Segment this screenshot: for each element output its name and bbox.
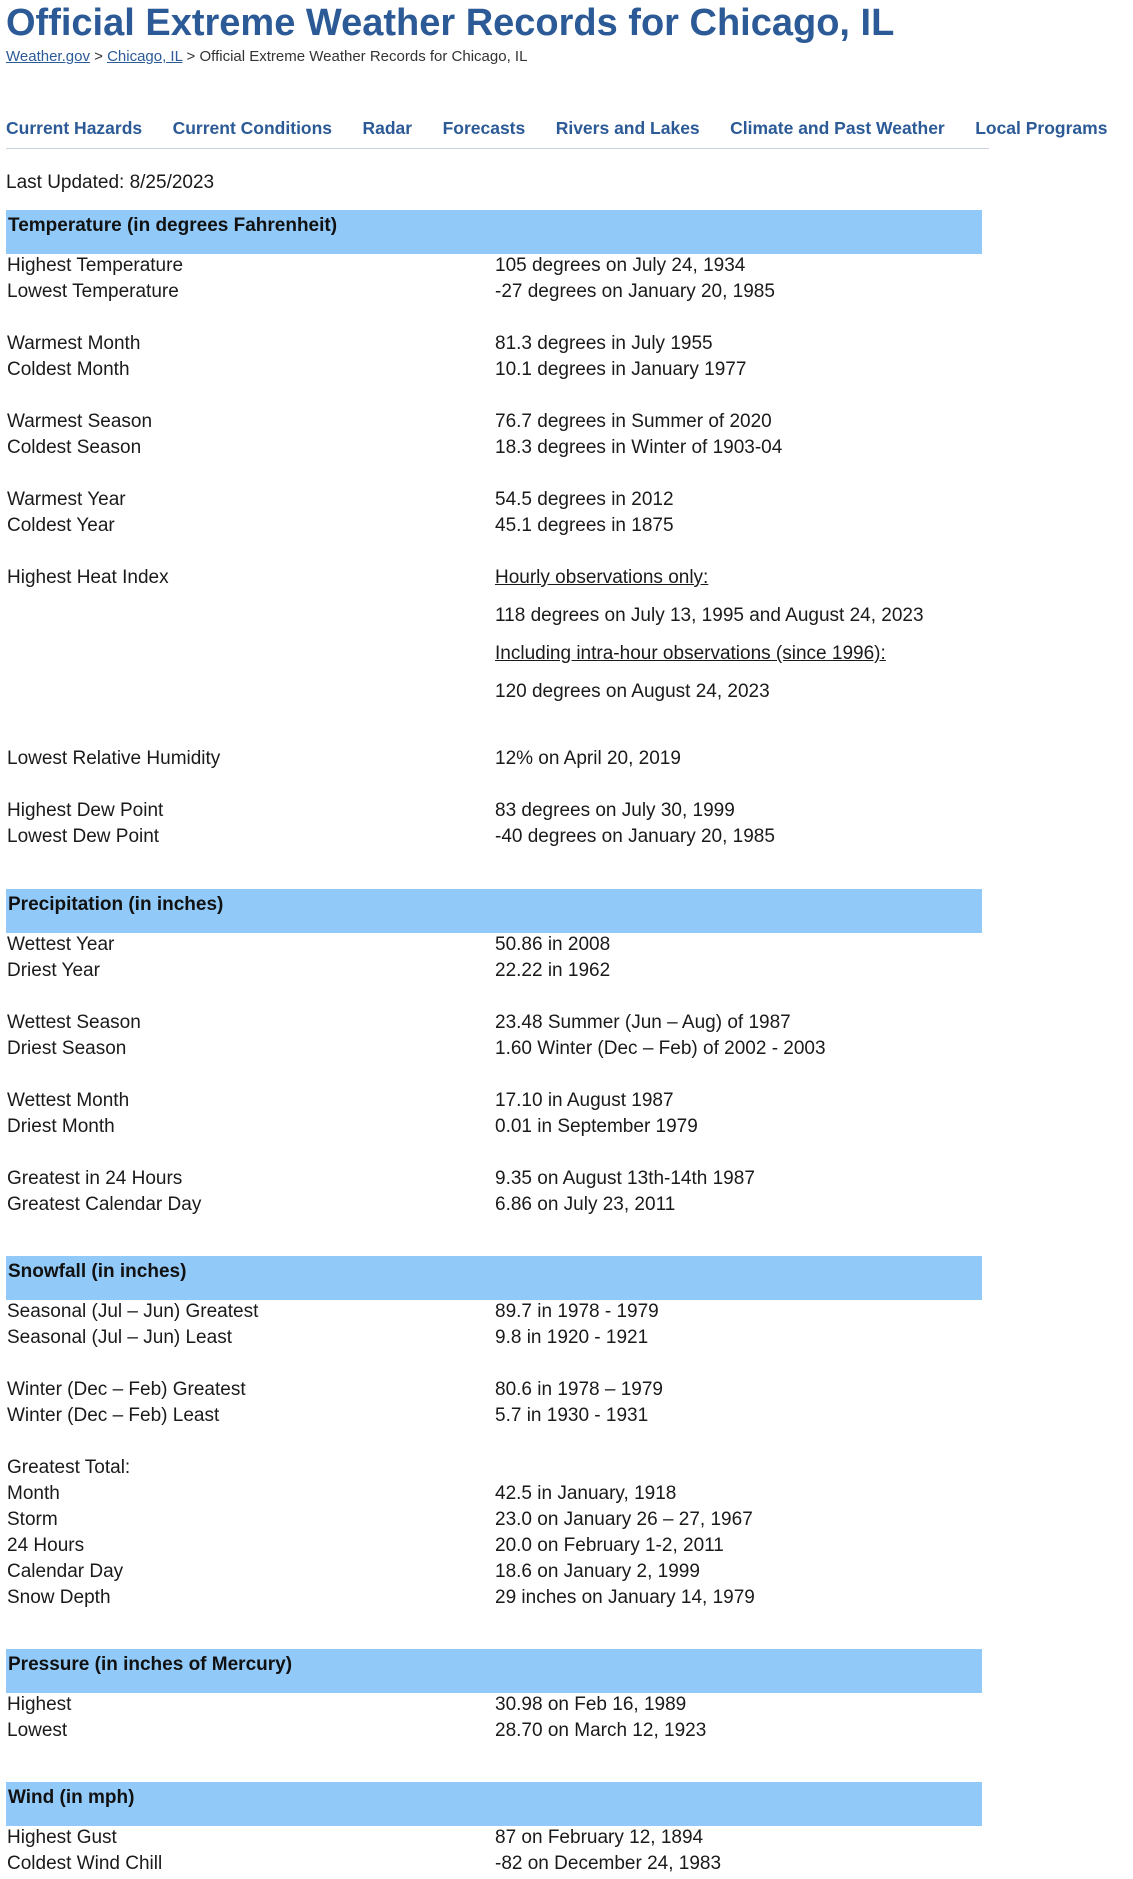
record-label: Lowest Temperature xyxy=(7,281,179,302)
record-label: Seasonal (Jul – Jun) Least xyxy=(7,1327,232,1348)
record-value: 9.35 on August 13th-14th 1987 xyxy=(495,1168,755,1189)
record-label: Highest Heat Index xyxy=(7,567,169,588)
record-value: 9.8 in 1920 - 1921 xyxy=(495,1327,649,1348)
nav-radar[interactable]: Radar xyxy=(362,118,413,138)
record-label: Driest Year xyxy=(7,960,100,981)
nav-climate-and-past-weather[interactable]: Climate and Past Weather xyxy=(730,118,945,138)
heat-index-hourly-value: 118 degrees on July 13, 1995 and August 24, 2023 xyxy=(495,605,924,626)
record-label: Highest Gust xyxy=(7,1827,117,1848)
section-header-pressure: Pressure (in inches of Mercury) xyxy=(6,1649,982,1693)
record-label: Greatest Calendar Day xyxy=(7,1194,202,1215)
record-label: 24 Hours xyxy=(7,1535,85,1556)
record-value: -82 on December 24, 1983 xyxy=(495,1853,722,1874)
record-value: 0.01 in September 1979 xyxy=(495,1116,698,1137)
record-value: 17.10 in August 1987 xyxy=(495,1090,674,1111)
nav-current-hazards[interactable]: Current Hazards xyxy=(6,118,143,138)
record-label: Driest Season xyxy=(7,1038,127,1059)
last-updated: Last Updated: 8/25/2023 xyxy=(6,172,215,193)
record-value: 80.6 in 1978 – 1979 xyxy=(495,1379,663,1400)
record-label: Wettest Month xyxy=(7,1090,130,1111)
breadcrumb-link-chicago[interactable]: Chicago, IL xyxy=(107,48,183,65)
record-label: Coldest Wind Chill xyxy=(7,1853,163,1874)
record-value: 18.6 on January 2, 1999 xyxy=(495,1561,700,1582)
section-header-snowfall: Snowfall (in inches) xyxy=(6,1256,982,1300)
breadcrumb-separator: > xyxy=(89,48,108,65)
record-value: 23.0 on January 26 – 27, 1967 xyxy=(495,1509,753,1530)
record-value: 1.60 Winter (Dec – Feb) of 2002 - 2003 xyxy=(495,1038,826,1059)
record-label: Lowest Dew Point xyxy=(7,826,160,847)
record-value: 10.1 degrees in January 1977 xyxy=(495,359,747,380)
record-label: Coldest Season xyxy=(7,437,142,458)
record-label: Coldest Year xyxy=(7,515,115,536)
section-header-temperature: Temperature (in degrees Fahrenheit) xyxy=(6,210,982,254)
record-label: Highest Dew Point xyxy=(7,800,164,821)
nav-rivers-and-lakes[interactable]: Rivers and Lakes xyxy=(555,118,700,138)
record-label: Storm xyxy=(7,1509,58,1530)
record-value: 81.3 degrees in July 1955 xyxy=(495,333,713,354)
record-value: 22.22 in 1962 xyxy=(495,960,611,981)
nav-local-programs[interactable]: Local Programs xyxy=(975,118,1108,138)
record-label: Winter (Dec – Feb) Least xyxy=(7,1405,220,1426)
record-label: Greatest in 24 Hours xyxy=(7,1168,183,1189)
main-nav xyxy=(6,118,1108,149)
breadcrumb-current: Official Extreme Weather Records for Chicago, IL xyxy=(199,48,528,65)
record-value: 45.1 degrees in 1875 xyxy=(495,515,674,536)
section-header-precipitation: Precipitation (in inches) xyxy=(6,889,982,933)
record-label: Driest Month xyxy=(7,1116,115,1137)
nav-forecasts[interactable]: Forecasts xyxy=(442,118,526,138)
record-label: Snow Depth xyxy=(7,1587,111,1608)
nav-current-conditions[interactable]: Current Conditions xyxy=(172,118,333,138)
record-value: -40 degrees on January 20, 1985 xyxy=(495,826,775,847)
record-value: 18.3 degrees in Winter of 1903-04 xyxy=(495,437,783,458)
record-value: 76.7 degrees in Summer of 2020 xyxy=(495,411,772,432)
record-value: 50.86 in 2008 xyxy=(495,934,611,955)
record-value: 23.48 Summer (Jun – Aug) of 1987 xyxy=(495,1012,791,1033)
page-title: Official Extreme Weather Records for Chicago, IL xyxy=(6,2,895,44)
section-header-wind: Wind (in mph) xyxy=(6,1782,982,1826)
record-value: 30.98 on Feb 16, 1989 xyxy=(495,1694,687,1715)
record-value: 87 on February 12, 1894 xyxy=(495,1827,704,1848)
record-label: Highest xyxy=(7,1694,72,1715)
record-value: 6.86 on July 23, 2011 xyxy=(495,1194,676,1215)
record-value: 105 degrees on July 24, 1934 xyxy=(495,255,746,276)
record-value: -27 degrees on January 20, 1985 xyxy=(495,281,775,302)
record-label: Warmest Year xyxy=(7,489,126,510)
heat-index-intra-heading: Including intra-hour observations (since 1996): xyxy=(495,643,886,664)
record-label: Seasonal (Jul – Jun) Greatest xyxy=(7,1301,259,1322)
record-value: 20.0 on February 1-2, 2011 xyxy=(495,1535,724,1556)
record-label: Coldest Month xyxy=(7,359,130,380)
greatest-total-label: Greatest Total: xyxy=(7,1457,131,1478)
record-label: Wettest Season xyxy=(7,1012,141,1033)
record-label: Lowest Relative Humidity xyxy=(7,748,221,769)
record-value: 29 inches on January 14, 1979 xyxy=(495,1587,755,1608)
breadcrumb-link-weather-gov[interactable]: Weather.gov xyxy=(6,48,90,65)
heat-index-intra-value: 120 degrees on August 24, 2023 xyxy=(495,681,770,702)
record-label: Warmest Month xyxy=(7,333,141,354)
record-value: 5.7 in 1930 - 1931 xyxy=(495,1405,649,1426)
record-label: Highest Temperature xyxy=(7,255,184,276)
record-value: 12% on April 20, 2019 xyxy=(495,748,681,769)
record-value: 89.7 in 1978 - 1979 xyxy=(495,1301,659,1322)
record-value: 83 degrees on July 30, 1999 xyxy=(495,800,735,821)
record-label: Winter (Dec – Feb) Greatest xyxy=(7,1379,246,1400)
record-value: 42.5 in January, 1918 xyxy=(495,1483,677,1504)
record-label: Wettest Year xyxy=(7,934,115,955)
record-label: Calendar Day xyxy=(7,1561,124,1582)
record-value: 54.5 degrees in 2012 xyxy=(495,489,674,510)
breadcrumb xyxy=(6,48,527,65)
record-label: Warmest Season xyxy=(7,411,153,432)
heat-index-hourly-heading: Hourly observations only: xyxy=(495,567,709,588)
record-label: Lowest xyxy=(7,1720,68,1741)
record-value: 28.70 on March 12, 1923 xyxy=(495,1720,707,1741)
breadcrumb-separator: > xyxy=(182,48,200,65)
record-label: Month xyxy=(7,1483,60,1504)
